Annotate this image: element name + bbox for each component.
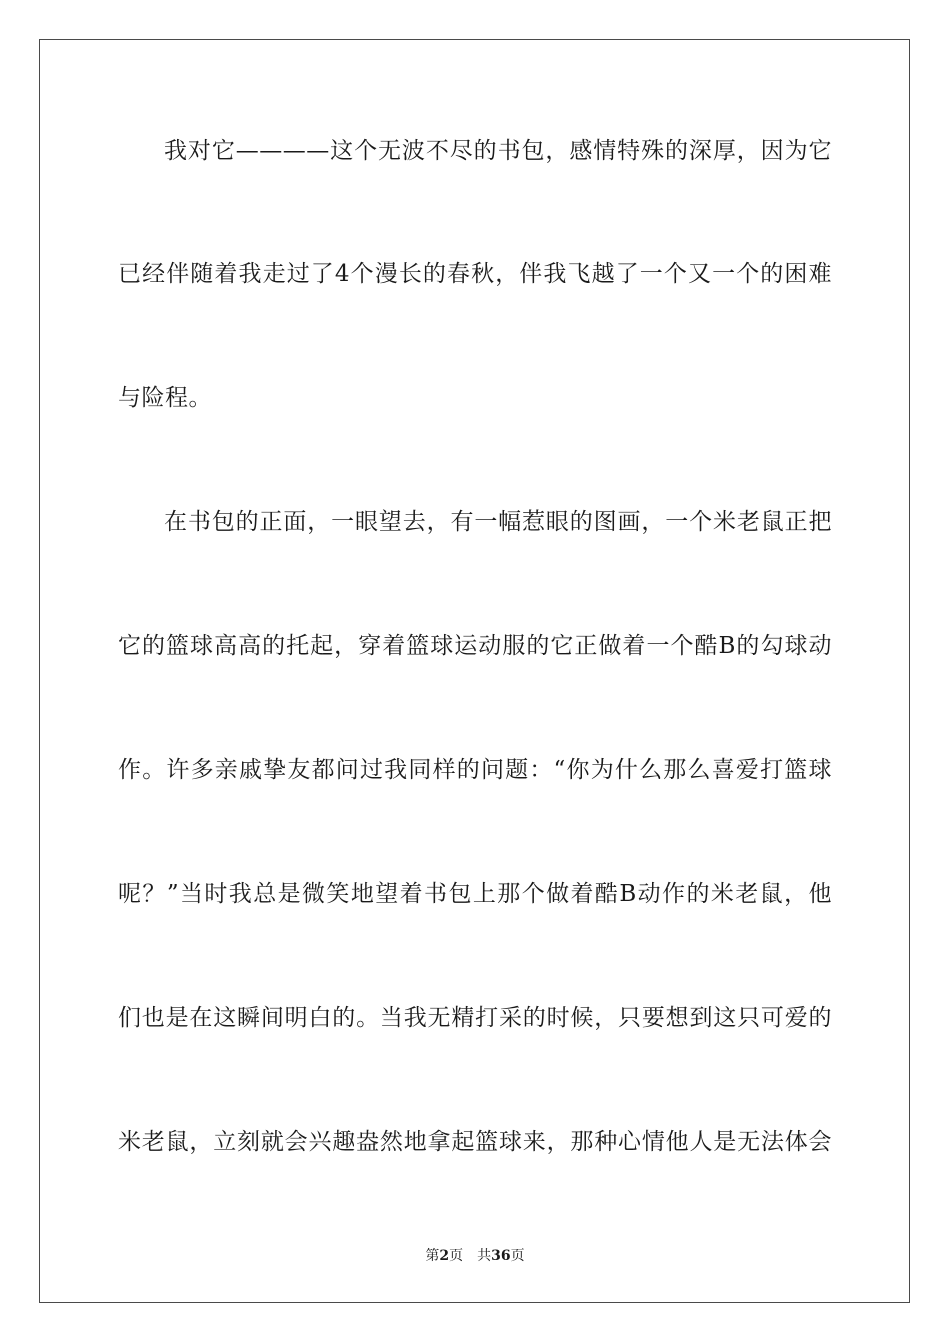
paragraph-2-line-2: 它的篮球高高的托起，穿着篮球运动服的它正做着一个酷B的勾球动 <box>118 633 832 659</box>
page-border <box>39 39 910 1303</box>
paragraph-2-line-1: 在书包的正面，一眼望去，有一幅惹眼的图画，一个米老鼠正把 <box>164 509 832 535</box>
total-pages: 36 <box>491 1248 511 1264</box>
page-suffix: 页 <box>449 1248 464 1264</box>
paragraph-1-line-2: 已经伴随着我走过了4个漫长的春秋，伴我飞越了一个又一个的困难 <box>118 261 832 287</box>
total-suffix: 页 <box>510 1248 525 1264</box>
paragraph-1-line-1: 我对它————这个无波不尽的书包，感情特殊的深厚，因为它 <box>164 138 832 164</box>
paragraph-2-line-4: 呢？”当时我总是微笑地望着书包上那个做着酷B动作的米老鼠，他 <box>118 881 832 907</box>
paragraph-1-line-3: 与险程。 <box>118 385 212 411</box>
page-footer <box>0 1247 950 1265</box>
total-prefix: 共 <box>477 1248 492 1264</box>
paragraph-2-line-3: 作。许多亲戚挚友都问过我同样的问题：“你为什么那么喜爱打篮球 <box>118 757 832 783</box>
paragraph-2-line-5: 们也是在这瞬间明白的。当我无精打采的时候，只要想到这只可爱的 <box>118 1005 832 1031</box>
page-number: 2 <box>439 1248 450 1264</box>
paragraph-2-line-6: 米老鼠，立刻就会兴趣盎然地拿起篮球来，那种心情他人是无法体会 <box>118 1129 832 1155</box>
page-prefix: 第 <box>425 1248 440 1264</box>
